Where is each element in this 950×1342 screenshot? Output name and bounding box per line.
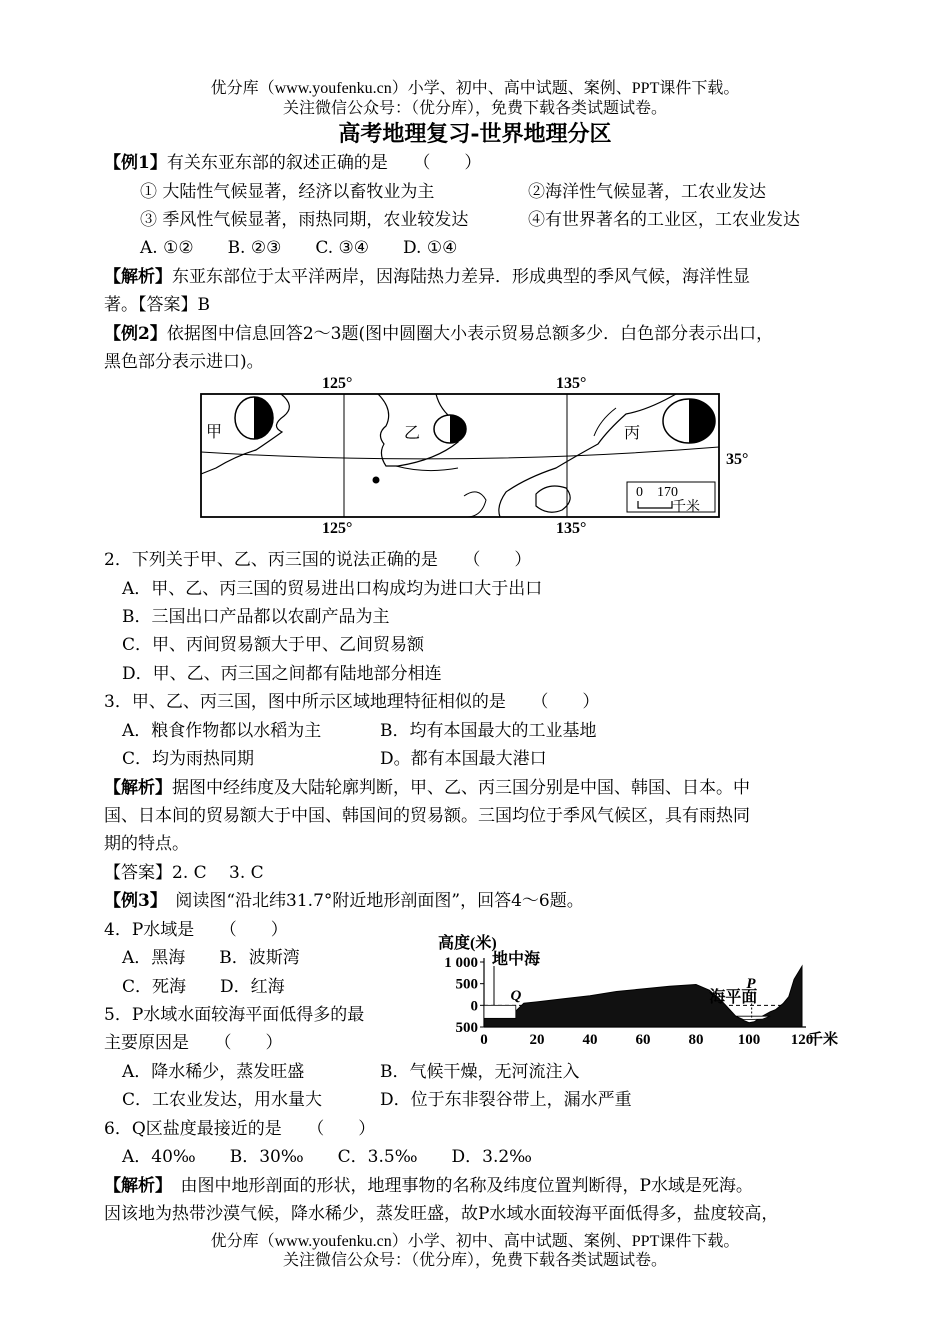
ex3-analysis-tag: 【解析】 [104,1176,164,1196]
footer-line-1: 优分库（www.youfenku.cn）小学、初中、高中试题、案例、PPT课件下载。 [210,1233,740,1250]
y-tick-label: 500 [455,1020,478,1036]
map-label-jia: 甲 [206,424,223,441]
ex1-analysis-line-1: 【解析】东亚东部位于太平洋两岸，因海陆热力差异．形成典型的季风气候，海洋性显 [104,267,750,287]
x-tick-label: 100 [737,1032,761,1048]
map-lat-label: 35° [726,451,749,468]
x-tick-label: 80 [688,1032,704,1048]
x-tick-label: 0 [480,1032,488,1048]
ex1-option-1: ① 大陆性气候显著，经济以畜牧业为主 [140,182,435,202]
label-p: P [746,976,756,992]
map-label-yi: 乙 [404,425,421,442]
q2-option-d: D．甲、乙、丙三国之间都有陆地部分相连 [122,664,442,684]
east-asia-map [196,370,766,540]
x-tick-label: 40 [582,1032,598,1048]
footer-line-2: 关注微信公众号：（优分库），免费下载各类试题试卷。 [282,1252,667,1269]
trade-circle-a [235,397,273,439]
ex1-analysis-line-2: 著。【答案】B [104,295,210,315]
q3-option-b: B．均有本国最大的工业基地 [380,721,597,741]
q3-stem: 3．甲、乙、丙三国，图中所示区域地理特征相似的是 （ ） [104,692,600,712]
q5-option-b: B．气候干燥，无河流注入 [380,1062,580,1082]
parallel-35 [201,447,719,459]
header-line-1: 优分库（www.youfenku.cn）小学、初中、高中试题、案例、PPT课件下载。 [210,80,740,97]
ex1-option-2: ②海洋性气候显著，工农业发达 [528,182,766,202]
ex2-intro-line-2: 黑色部分表示进口)。 [104,352,264,372]
ex1-analysis-tag: 【解析】 [104,267,172,287]
ex2-analysis-line-3: 期的特点。 [104,834,189,854]
ex2-analysis-line-2: 国、日本间的贸易额大于中国、韩国间的贸易额。三国均位于季风气候区，具有雨热同 [104,806,750,826]
map-lon-label-top-right: 135° [556,375,587,392]
label-mediterranean: 地中海 [492,951,541,968]
ex1-option-3: ③ 季风性气候显著，雨热同期，农业较发达 [140,210,469,230]
terrain-profile-chart [430,930,860,1055]
q5-option-a: A．降水稀少，蒸发旺盛 [122,1062,305,1082]
ex2-answer: 【答案】2. C 3. C [104,863,264,883]
trade-circle-b [434,415,466,443]
y-tick-label: 0 [470,998,478,1015]
ex1-option-4: ④有世界著名的工业区，工农业发达 [528,210,800,230]
y-tick-label: 500 [455,976,478,993]
q2-option-a: A．甲、乙、丙三国的贸易进出口构成均为进口大于出口 [122,579,543,599]
map-lon-label-bottom-right: 135° [556,520,587,537]
q6-options: A．40‰ B．30‰ C．3.5‰ D．3.2‰ [122,1147,532,1167]
y-tick-label: 1 000 [444,955,478,971]
x-tick-label: 20 [529,1032,545,1048]
q2-option-b: B．三国出口产品都以农副产品为主 [122,607,390,627]
ex2-analysis-line-1: 【解析】据图中经纬度及大陆轮廓判断，甲、乙、丙三国分别是中国、韩国、日本。中 [104,778,750,798]
q3-option-c: C．均为雨热同期 [122,749,255,769]
scale-unit: 千米 [672,500,700,515]
label-q: Q [510,988,522,1005]
japan-island-west [464,492,486,517]
q2-option-c: C．甲、丙间贸易额大于甲、乙间贸易额 [122,635,425,655]
korea-south-coast [396,466,458,471]
q5-stem-line-2: 主要原因是 （ ） [104,1033,283,1053]
x-unit-label: 千米 [808,1032,839,1048]
ex2-intro-line-1: 【例2】依据图中信息回答2～3题(图中圆圈大小表示贸易总额多少．白色部分表示出口， [104,324,774,344]
header-line-2: 关注微信公众号：（优分库），免费下载各类试题试卷。 [282,100,667,117]
q3-option-d: D。都有本国最大港口 [380,749,547,769]
q5-option-d: D．位于东非裂谷带上，漏水严重 [380,1090,632,1110]
ex1-choices: A. ①② B. ②③ C. ③④ D. ①④ [140,238,458,258]
page-title: 高考地理复习-世界地理分区 [338,121,612,147]
q5-option-c: C．工农业发达，用水量大 [122,1090,323,1110]
x-tick-label: 120 [790,1032,814,1048]
q4-stem: 4．P水域是 （ ） [104,920,288,940]
map-lon-label-top-left: 125° [322,375,353,392]
q4-options-ab: A．黑海 B．波斯湾 [122,948,300,968]
mediterranean-water [484,1005,516,1018]
x-tick-label: 60 [635,1032,651,1048]
q3-option-a: A．粮食作物都以水稻为主 [122,721,322,741]
q6-stem: 6．Q区盐度最接近的是 （ ） [104,1119,376,1139]
ex1-question-text: 有关东亚东部的叙述正确的是 （ ） [166,153,482,173]
q2-stem: 2．下列关于甲、乙、丙三国的说法正确的是 （ ） [104,550,532,570]
q4-options-cd: C．死海 D．红海 [122,977,285,997]
ex1-tag: 【例1】 [104,153,167,173]
japan-island-detail [594,408,616,436]
trade-circle-c [663,399,715,443]
japan-island-south [536,486,570,512]
map-lon-label-bottom-left: 125° [322,520,353,537]
ex1-question [104,152,481,174]
scale-value: 0 170 [636,485,678,500]
ex3-analysis-line-2: 因该地为热带沙漠气候，降水稀少，蒸发旺盛，故P水域水面较海平面低得多，盐度较高， [104,1204,779,1224]
ex3-tag: 【例3】 [104,891,159,911]
ex3-intro: 【例3】 阅读图“沿北纬31.7°附近地形剖面图”，回答4～6题。 [104,891,584,911]
chart-ylabel: 高度(米) [438,935,497,952]
ex2-analysis-tag: 【解析】 [104,778,172,798]
location-dot [373,477,380,484]
ex2-tag: 【例2】 [104,324,167,344]
q5-stem-line-1: 5．P水域水面较海平面低得多的最 [104,1005,365,1025]
ex3-analysis-line-1: 【解析】 由图中地形剖面的形状，地理事物的名称及纬度位置判断得，P水域是死海。 [104,1176,753,1196]
label-sea-level: 海平面 [709,988,758,1006]
map-label-bing: 丙 [624,425,641,442]
